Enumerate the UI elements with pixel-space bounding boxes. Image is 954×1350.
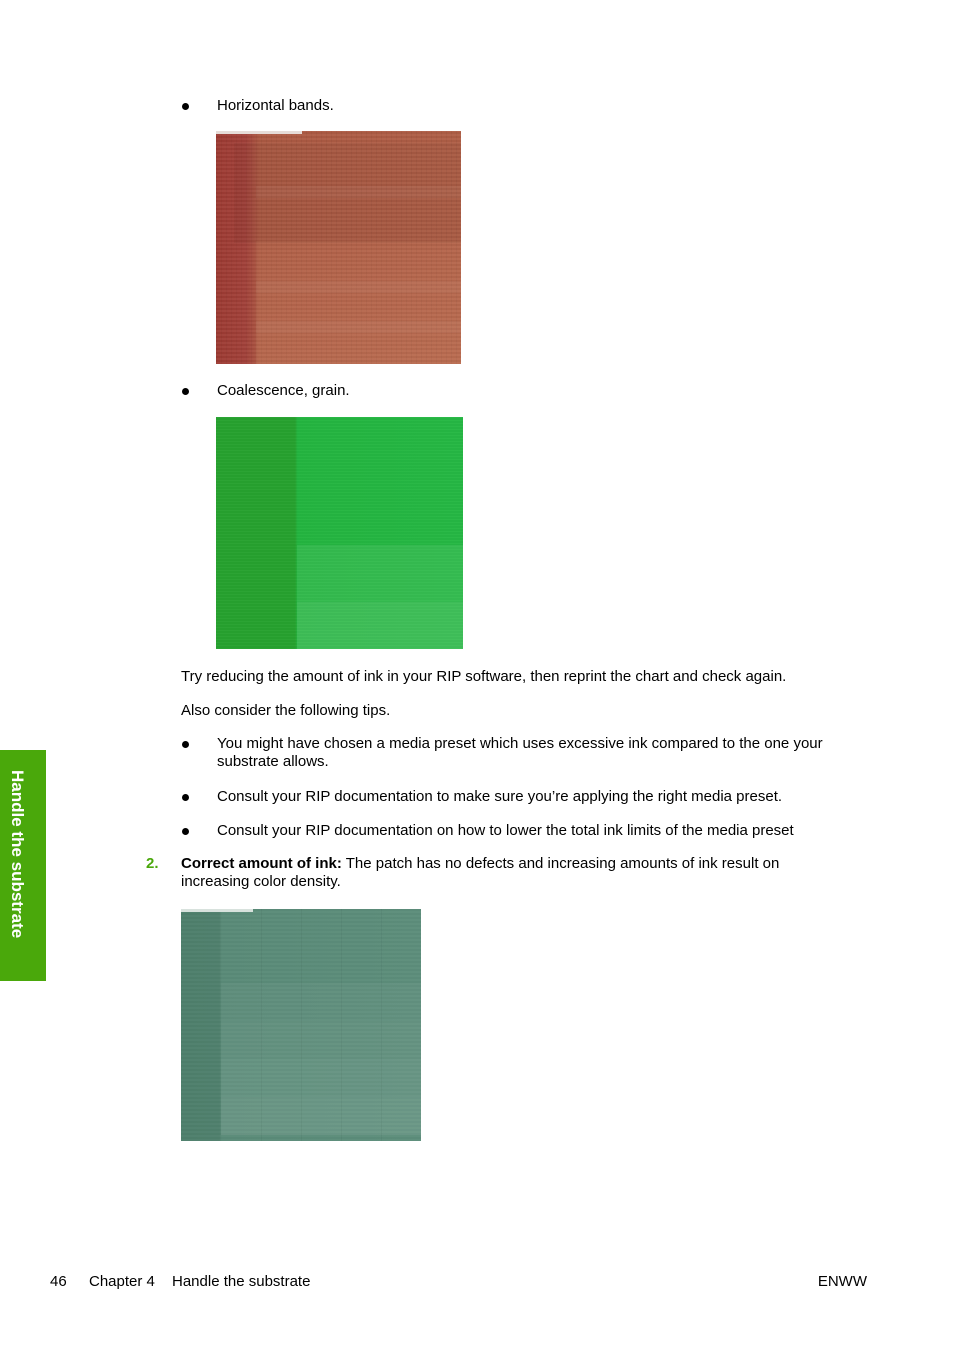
- bullet-icon: [182, 794, 189, 801]
- footer-page-number: 46: [50, 1273, 67, 1290]
- correct-ink-sample-image: [181, 909, 421, 1141]
- step-number: 2.: [146, 855, 159, 872]
- bullet-text-horizontal-bands: Horizontal bands.: [217, 97, 334, 114]
- coalescence-grain-sample-image: [216, 417, 463, 649]
- bullet-icon: [182, 741, 189, 748]
- tip-lower-ink-limits: Consult your RIP documentation on how to lower the total ink limits of the media preset: [217, 822, 794, 839]
- side-chapter-tab-label: Handle the substrate: [8, 770, 27, 939]
- bullet-text-coalescence: Coalescence, grain.: [217, 382, 350, 399]
- step-2-paragraph: [181, 855, 841, 891]
- tip-right-media-preset: Consult your RIP documentation to make sure you’re applying the right media preset.: [217, 788, 783, 805]
- footer-enww: ENWW: [817, 1273, 867, 1290]
- bullet-icon: [182, 828, 189, 835]
- footer-chapter: Chapter 4: [89, 1273, 155, 1290]
- paragraph-consider-tips: Also consider the following tips.: [181, 702, 391, 719]
- paragraph-reduce-ink: Try reducing the amount of ink in your RIP software, then reprint the chart and check again.: [181, 668, 787, 685]
- tip-excessive-ink: You might have chosen a media preset which uses excessive ink compared to the one your substrate allows.: [217, 735, 823, 770]
- footer-chapter-title: Handle the substrate: [172, 1273, 311, 1290]
- step-2-title: Correct amount of ink:: [181, 855, 342, 872]
- bullet-icon: [182, 388, 189, 395]
- horizontal-bands-sample-image: [216, 131, 461, 364]
- bullet-icon: [182, 103, 189, 110]
- step-2-body: The patch has no defects and increasing amounts of ink result on increasing color density.: [181, 855, 780, 890]
